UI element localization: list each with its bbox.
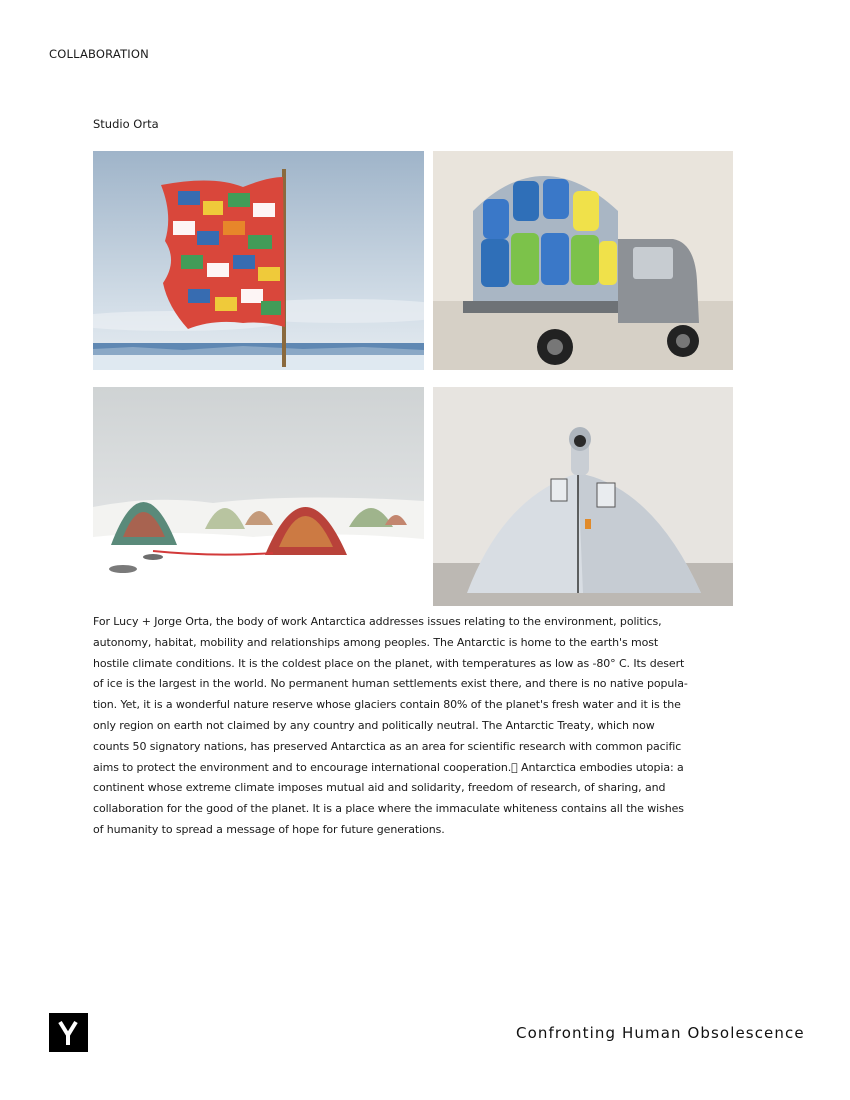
- photo-vehicle-life-vests: [433, 151, 733, 370]
- body-line: autonomy, habitat, mobility and relationships among peoples. The Antarctic is home to the earth's most: [93, 635, 659, 649]
- body-paragraph: [93, 612, 698, 841]
- body-line: tion. Yet, it is a wonderful nature reserve whose glaciers contain 80% of the planet's fresh water and it is the: [93, 698, 681, 712]
- body-line: only region on earth not claimed by any country and politically neutral. The Antarctic Treaty, which now: [93, 718, 655, 732]
- photo-credit: Studio Orta: [93, 117, 159, 131]
- photo-dome-tents: [93, 387, 424, 606]
- publisher-logo: [49, 1013, 88, 1052]
- body-line: collaboration for the good of the planet. It is a place where the immaculate whiteness contains all the wishes: [93, 802, 684, 816]
- photo-white-tent: [433, 387, 733, 606]
- footer-title: Confronting Human Obsolescence: [516, 1024, 805, 1042]
- body-line: of humanity to spread a message of hope for future generations.: [93, 822, 445, 836]
- y-logo-icon: [49, 1013, 88, 1052]
- body-line: counts 50 signatory nations, has preserved Antarctica as an area for scientific research with common pacific: [93, 739, 682, 753]
- photo-flag-antarctica: [93, 151, 424, 370]
- section-label: COLLABORATION: [49, 47, 149, 61]
- body-line: of ice is the largest in the world. No permanent human settlements exist there, and there is no native popula-: [93, 677, 688, 691]
- body-line: For Lucy + Jorge Orta, the body of work Antarctica addresses issues relating to the environment, politics,: [93, 615, 662, 628]
- body-line: hostile climate conditions. It is the coldest place on the planet, with temperatures as low as -80° C. Its desert: [93, 656, 685, 670]
- body-line: aims to protect the environment and to encourage international cooperation.  Antarctica embodies utopia: a: [93, 760, 684, 774]
- body-line: continent whose extreme climate imposes mutual aid and solidarity, freedom of research, of sharing, and: [93, 781, 666, 795]
